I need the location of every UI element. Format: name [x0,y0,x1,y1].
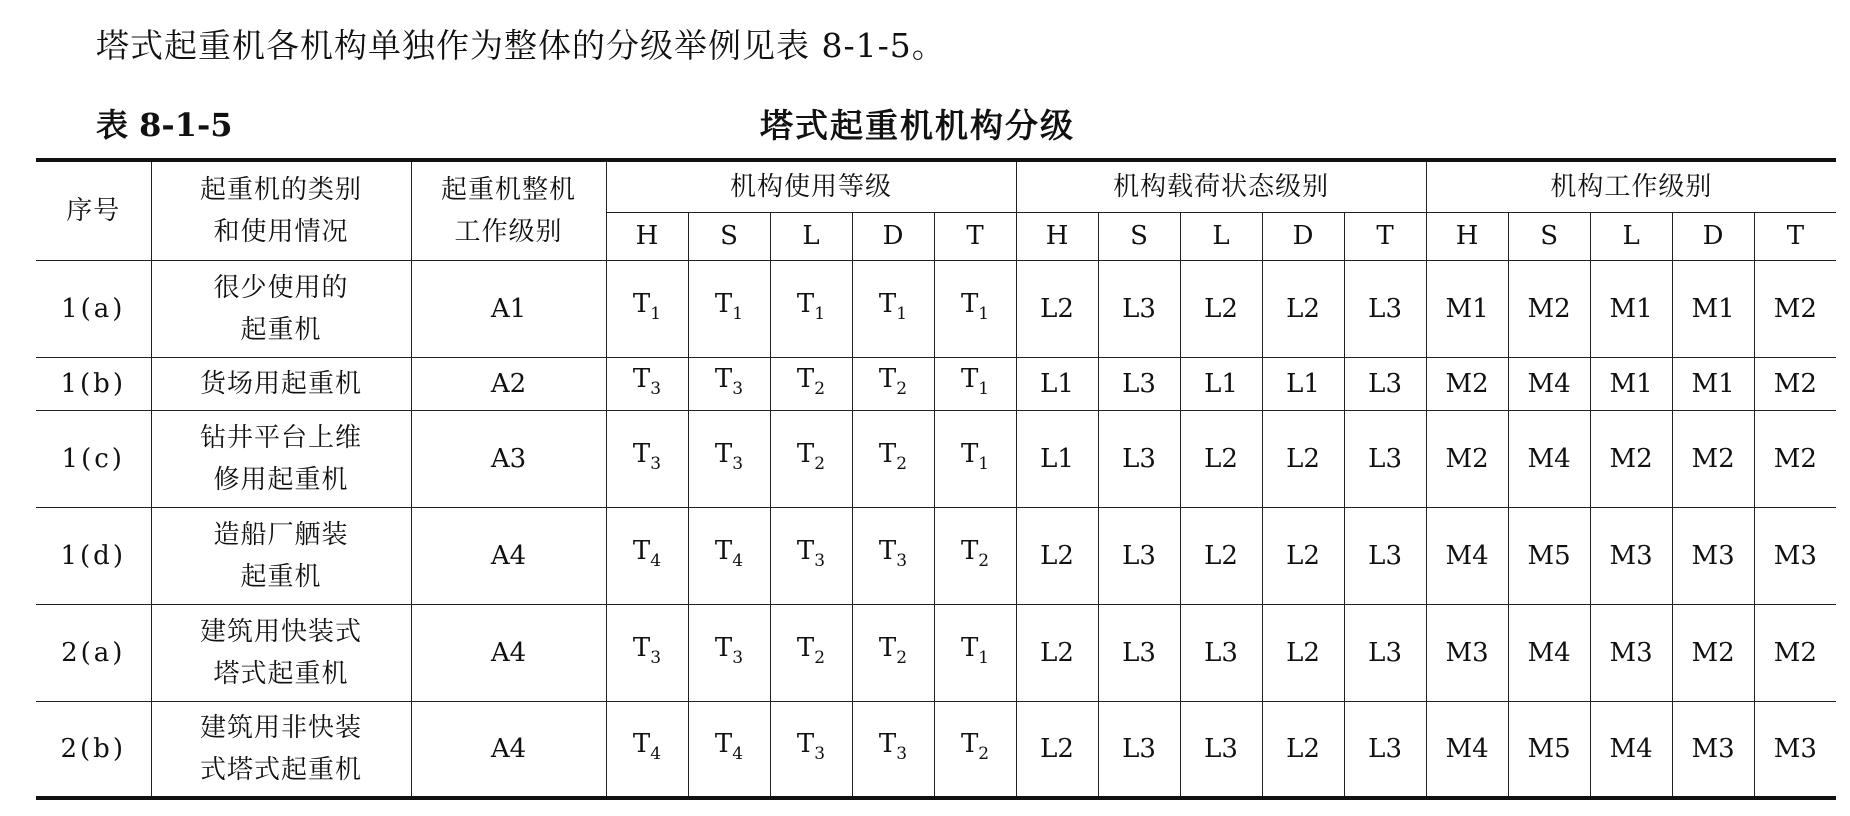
usage-class-cell [770,357,852,410]
table-title: 塔式起重机机构分级 [760,106,1075,145]
load-state-cell: L3 [1344,507,1426,604]
usage-class-cell [770,410,852,507]
load-state-cell: L1 [1262,357,1344,410]
usage-class-letter: T [632,288,651,319]
row-whole-grade-cell: A4 [411,604,606,701]
load-state-cell: L2 [1016,260,1098,357]
row-whole-grade-cell: A1 [411,260,606,357]
usage-class-cell [852,260,934,357]
category-header [151,160,411,260]
load-state-cell: L3 [1344,701,1426,798]
usage-class-cell [688,701,770,798]
usage-class-subscript: 2 [896,453,908,474]
load-state-cell: L3 [1098,357,1180,410]
usage-class-subscript: 3 [732,453,744,474]
usage-class-subscript: 2 [814,378,826,399]
load-state-cell: L3 [1344,604,1426,701]
load-state-cell: L2 [1016,507,1098,604]
row-category-line1: 造船厂舾装 [213,519,349,550]
work-class-cell: M2 [1426,410,1508,507]
usage-sub-header: T [934,212,1016,260]
row-category-cell [151,410,411,507]
usage-class-cell [852,410,934,507]
usage-class-cell [852,357,934,410]
row-category-line2: 修用起重机 [213,464,349,495]
table-row [36,701,1836,798]
load-state-cell: L2 [1262,260,1344,357]
load-state-cell: L2 [1180,410,1262,507]
row-category-line1: 钻井平台上维 [199,422,362,453]
usage-class-letter: T [960,438,979,469]
usage-class-subscript: 1 [814,303,826,324]
row-category-cell [151,701,411,798]
usage-class-cell [934,701,1016,798]
work-class-cell: M2 [1754,604,1836,701]
usage-class-subscript: 3 [650,378,662,399]
usage-class-cell [606,507,688,604]
usage-class-letter: T [632,632,651,663]
load-state-cell: L2 [1262,604,1344,701]
work-class-header: 机构工作级别 [1426,160,1836,212]
row-whole-grade-cell: A4 [411,507,606,604]
work-class-cell: M2 [1590,410,1672,507]
mechanism-grade-table [36,158,1836,800]
usage-class-subscript: 4 [650,550,662,571]
row-whole-grade-cell: A3 [411,410,606,507]
usage-class-subscript: 1 [732,303,744,324]
usage-class-letter: T [632,438,651,469]
usage-class-cell [688,357,770,410]
work-class-cell: M2 [1426,357,1508,410]
usage-class-subscript: 1 [896,303,908,324]
work-class-cell: M4 [1590,701,1672,798]
usage-sub-header: D [852,212,934,260]
usage-class-letter: T [714,438,733,469]
usage-class-subscript: 3 [732,378,744,399]
usage-class-subscript: 3 [650,647,662,668]
row-category-line2: 起重机 [240,561,322,592]
row-category-line2: 式塔式起重机 [199,754,362,785]
work-sub-header: H [1426,212,1508,260]
work-class-cell: M5 [1508,701,1590,798]
load-sub-header: T [1344,212,1426,260]
usage-class-cell [934,357,1016,410]
load-state-cell: L2 [1262,507,1344,604]
load-sub-header: D [1262,212,1344,260]
seq-header: 序号 [36,160,151,260]
usage-class-subscript: 3 [814,743,826,764]
work-sub-header: L [1590,212,1672,260]
row-category-line2: 塔式起重机 [213,658,349,689]
work-sub-header: T [1754,212,1836,260]
work-class-cell: M4 [1508,357,1590,410]
load-state-cell: L3 [1180,604,1262,701]
work-class-cell: M4 [1508,410,1590,507]
usage-class-cell [770,507,852,604]
work-class-cell: M2 [1754,357,1836,410]
usage-class-subscript: 2 [896,647,908,668]
usage-class-letter: T [714,728,733,759]
usage-class-cell [606,701,688,798]
row-category-cell [151,507,411,604]
usage-class-subscript: 1 [978,303,990,324]
usage-class-cell [606,604,688,701]
usage-class-letter: T [632,535,651,566]
usage-class-cell [606,260,688,357]
work-class-cell: M3 [1590,507,1672,604]
usage-class-cell [852,701,934,798]
work-class-cell: M4 [1508,604,1590,701]
row-seq-cell: 2(a) [36,604,151,701]
load-state-cell: L2 [1180,507,1262,604]
table-body [36,260,1836,798]
usage-class-subscript: 2 [978,743,990,764]
usage-class-letter: T [714,288,733,319]
table-row [36,410,1836,507]
usage-class-letter: T [960,632,979,663]
load-state-cell: L2 [1016,604,1098,701]
load-state-cell: L3 [1098,701,1180,798]
row-category-cell [151,357,411,410]
usage-class-letter: T [960,535,979,566]
usage-class-cell [770,260,852,357]
usage-class-cell [934,507,1016,604]
row-category-line2: 起重机 [240,314,322,345]
table-row [36,604,1836,701]
usage-class-subscript: 3 [896,550,908,571]
row-seq-cell: 1(a) [36,260,151,357]
usage-class-cell [934,604,1016,701]
work-class-cell: M2 [1672,410,1754,507]
header-row-top [36,160,1836,212]
load-state-cell: L1 [1016,357,1098,410]
usage-class-cell [606,357,688,410]
table-row [36,260,1836,357]
usage-class-letter: T [960,728,979,759]
row-seq-cell: 2(b) [36,701,151,798]
usage-class-letter: T [714,363,733,394]
usage-class-cell [852,604,934,701]
intro-paragraph: 塔式起重机各机构单独作为整体的分级举例见表 8-1-5。 [96,26,946,65]
row-seq-cell: 1(d) [36,507,151,604]
usage-class-cell [688,260,770,357]
load-state-cell: L3 [1098,604,1180,701]
usage-class-letter: T [960,288,979,319]
row-seq-cell: 1(c) [36,410,151,507]
row-category-line1: 建筑用快装式 [199,616,362,647]
usage-sub-header: L [770,212,852,260]
work-class-cell: M2 [1754,410,1836,507]
usage-class-letter: T [796,363,815,394]
work-class-cell: M1 [1672,357,1754,410]
usage-class-subscript: 2 [978,550,990,571]
load-state-cell: L2 [1180,260,1262,357]
work-class-cell: M3 [1426,604,1508,701]
work-class-cell: M3 [1672,701,1754,798]
usage-class-subscript: 2 [814,453,826,474]
usage-class-letter: T [960,363,979,394]
load-state-header: 机构载荷状态级别 [1016,160,1426,212]
row-category-line1: 很少使用的 [213,272,349,303]
usage-class-subscript: 3 [814,550,826,571]
whole-grade-header-line1: 起重机整机 [440,174,576,205]
usage-class-letter: T [796,535,815,566]
usage-class-cell [606,410,688,507]
usage-class-cell [688,507,770,604]
usage-class-letter: T [878,632,897,663]
usage-class-cell [852,507,934,604]
row-whole-grade-cell: A4 [411,701,606,798]
usage-class-subscript: 1 [650,303,662,324]
work-class-cell: M5 [1508,507,1590,604]
table-row [36,507,1836,604]
usage-class-subscript: 3 [732,647,744,668]
work-sub-header: D [1672,212,1754,260]
usage-class-subscript: 4 [732,743,744,764]
work-class-cell: M3 [1590,604,1672,701]
work-sub-header: S [1508,212,1590,260]
row-category-cell [151,604,411,701]
load-state-cell: L2 [1262,410,1344,507]
load-state-cell: L3 [1344,410,1426,507]
table-number: 表 8-1-5 [96,106,233,144]
usage-class-letter: T [796,632,815,663]
usage-class-letter: T [796,438,815,469]
usage-class-letter: T [878,728,897,759]
work-class-cell: M2 [1508,260,1590,357]
work-class-cell: M1 [1590,260,1672,357]
usage-class-subscript: 1 [978,647,990,668]
work-class-cell: M1 [1426,260,1508,357]
usage-class-letter: T [878,438,897,469]
load-sub-header: L [1180,212,1262,260]
work-class-cell: M4 [1426,507,1508,604]
work-class-cell: M3 [1754,507,1836,604]
usage-class-letter: T [632,728,651,759]
usage-class-subscript: 2 [814,647,826,668]
usage-class-subscript: 3 [650,453,662,474]
usage-class-subscript: 2 [896,378,908,399]
load-sub-header: S [1098,212,1180,260]
load-state-cell: L1 [1180,357,1262,410]
usage-class-cell [688,604,770,701]
usage-class-subscript: 3 [896,743,908,764]
load-state-cell: L2 [1262,701,1344,798]
usage-class-letter: T [632,363,651,394]
work-class-cell: M3 [1754,701,1836,798]
load-state-cell: L3 [1180,701,1262,798]
usage-class-cell [688,410,770,507]
category-header-line1: 起重机的类别 [199,174,362,205]
work-class-cell: M1 [1590,357,1672,410]
work-class-cell: M4 [1426,701,1508,798]
usage-class-subscript: 4 [650,743,662,764]
usage-class-letter: T [878,535,897,566]
usage-class-letter: T [796,288,815,319]
whole-grade-header-line2: 工作级别 [454,216,563,247]
row-category-line1: 货场用起重机 [199,368,362,399]
load-sub-header: H [1016,212,1098,260]
row-category-cell [151,260,411,357]
usage-class-letter: T [796,728,815,759]
usage-class-subscript: 1 [978,378,990,399]
usage-class-cell [934,260,1016,357]
category-header-line2: 和使用情况 [213,216,349,247]
usage-class-letter: T [878,363,897,394]
usage-sub-header: S [688,212,770,260]
work-class-cell: M2 [1672,604,1754,701]
usage-class-letter: T [714,632,733,663]
usage-class-letter: T [878,288,897,319]
usage-class-cell [770,701,852,798]
load-state-cell: L3 [1344,357,1426,410]
usage-class-subscript: 4 [732,550,744,571]
usage-class-header: 机构使用等级 [606,160,1016,212]
table-row [36,357,1836,410]
usage-class-cell [770,604,852,701]
work-class-cell: M2 [1754,260,1836,357]
load-state-cell: L3 [1098,410,1180,507]
work-class-cell: M1 [1672,260,1754,357]
load-state-cell: L3 [1098,260,1180,357]
usage-sub-header: H [606,212,688,260]
load-state-cell: L3 [1344,260,1426,357]
row-seq-cell: 1(b) [36,357,151,410]
load-state-cell: L2 [1016,701,1098,798]
row-whole-grade-cell: A2 [411,357,606,410]
usage-class-subscript: 1 [978,453,990,474]
usage-class-letter: T [714,535,733,566]
work-class-cell: M3 [1672,507,1754,604]
whole-grade-header [411,160,606,260]
usage-class-cell [934,410,1016,507]
row-category-line1: 建筑用非快装 [199,712,362,743]
load-state-cell: L3 [1098,507,1180,604]
load-state-cell: L1 [1016,410,1098,507]
